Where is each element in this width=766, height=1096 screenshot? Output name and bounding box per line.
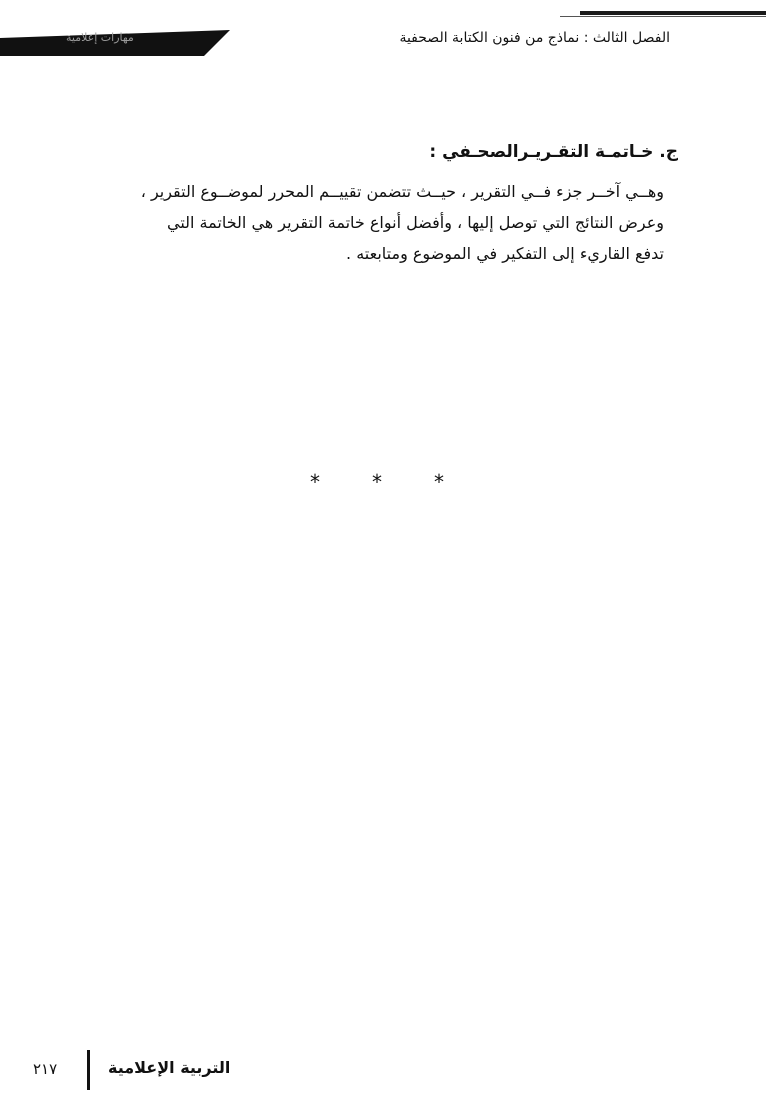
separator-star: *	[434, 470, 444, 494]
header-band-text: مهارات إعلامية	[66, 31, 134, 44]
separator-star: *	[310, 470, 320, 494]
body-line: تدفع القاريء إلى التفكير في الموضوع ومتابعته .	[346, 244, 664, 263]
header-band	[0, 30, 230, 56]
top-rule	[580, 11, 766, 15]
section-separator	[300, 470, 460, 494]
body-line: وعرض النتائج التي توصل إليها ، وأفضل أنواع خاتمة التقرير هي الخاتمة التي	[166, 213, 664, 232]
body-paragraph	[84, 176, 664, 269]
footer-divider	[87, 1050, 90, 1090]
chapter-title: الفصل الثالث : نماذج من فنون الكتابة الصحفية	[399, 30, 670, 46]
body-line: وهــي آخــر جزء فــي التقرير ، حيــث تتضمن تقييــم المحرر لموضــوع التقرير ،	[140, 182, 664, 201]
section-heading: ج. خـاتمـة التقـريـرالصحـفي :	[429, 142, 678, 162]
page-number: ٢١٧	[33, 1060, 58, 1078]
footer-book-title: التربية الإعلامية	[108, 1058, 231, 1077]
separator-star: *	[372, 470, 382, 494]
top-rule-thin	[560, 16, 766, 17]
